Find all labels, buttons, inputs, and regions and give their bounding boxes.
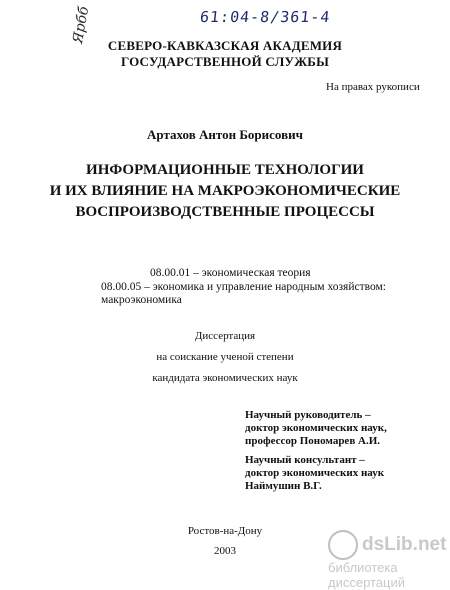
specialty-2: 08.00.05 – экономика и управление народным хозяйством:	[101, 281, 386, 293]
city: Ростов-на-Дону	[187, 525, 263, 537]
specialties-cont	[101, 281, 386, 307]
manuscript-note: На правах рукописи	[326, 81, 420, 93]
consultant-role: Научный консультант –	[245, 454, 365, 466]
handwritten-stamp-number: 61:04-8/361-4	[199, 8, 332, 26]
author-name: Артахов Антон Борисович	[147, 127, 303, 142]
watermark-brand: dsLib.net	[362, 534, 447, 555]
specialty-1: 08.00.01 – экономическая теория	[150, 267, 311, 279]
year: 2003	[214, 545, 236, 557]
supervisor-role: Научный руководитель –	[245, 409, 371, 421]
organization-name	[0, 38, 450, 70]
dissertation-title	[0, 160, 450, 223]
watermark-logo-icon	[328, 530, 358, 560]
supervisor-name: профессор Пономарев А.И.	[245, 435, 381, 447]
library-seal: Ярбб	[70, 5, 93, 45]
degree-level: кандидата экономических наук	[152, 372, 298, 384]
watermark	[328, 530, 450, 590]
consultant-block	[245, 454, 384, 493]
title-line-2: И ИХ ВЛИЯНИЕ НА МАКРОЭКОНОМИЧЕСКИЕ	[49, 183, 401, 199]
organization-line-2: ГОСУДАРСТВЕННОЙ СЛУЖБЫ	[120, 54, 330, 69]
specialty-2-cont: макроэкономика	[101, 294, 182, 306]
degree-type: Диссертация	[194, 330, 256, 342]
watermark-tagline: библиотека диссертаций	[328, 560, 406, 590]
degree-purpose: на соискание ученой степени	[156, 351, 294, 363]
title-line-3: ВОСПРОИЗВОДСТВЕННЫЕ ПРОЦЕССЫ	[75, 204, 375, 220]
organization-line-1: СЕВЕРО-КАВКАЗСКАЯ АКАДЕМИЯ	[107, 38, 343, 53]
consultant-degree: доктор экономических наук	[245, 467, 385, 479]
title-line-1: ИНФОРМАЦИОННЫЕ ТЕХНОЛОГИИ	[86, 162, 364, 178]
specialties	[150, 267, 311, 280]
supervisor-block	[245, 409, 387, 448]
consultant-name: Наймушин В.Г.	[245, 480, 322, 492]
supervisor-degree: доктор экономических наук,	[245, 422, 387, 434]
